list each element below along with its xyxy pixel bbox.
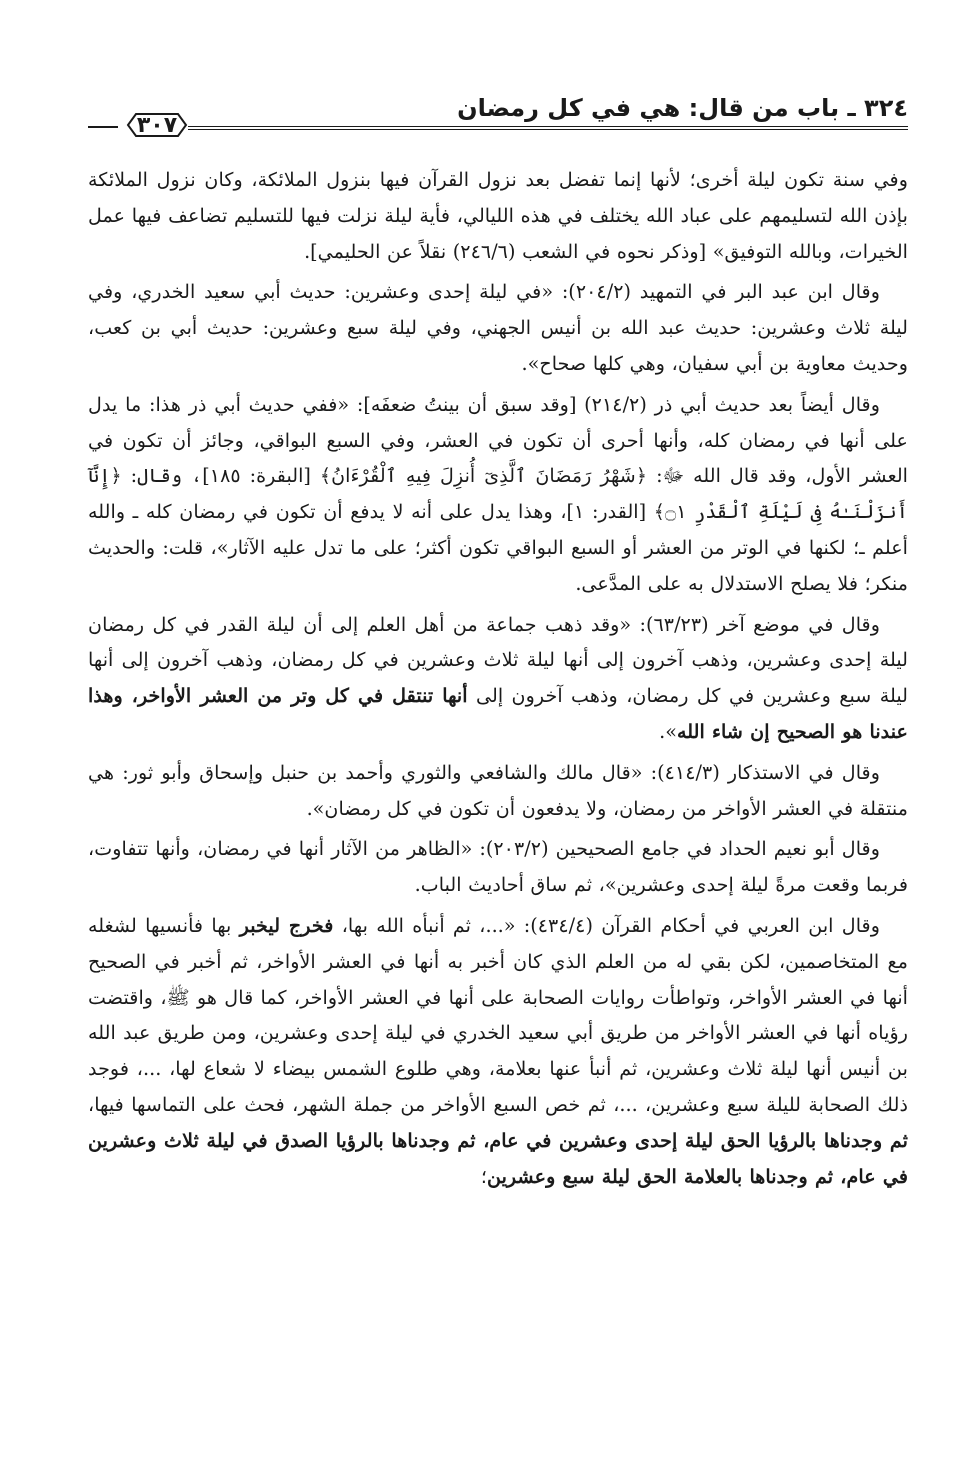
header-rule [188,126,908,130]
paragraph-bold-text: ثم وجدناها بالرؤيا الحق ليلة إحدى وعشرين في عام، ثم وجدناها بالرؤيا الصدق في ليلة ثلاث وعشرين في عام، ثم وجدناها بالعلامة الحق ليلة سبع وعشرين [88,1128,908,1188]
paragraph-bold-text: فخرج ليخبر [239,913,334,937]
paragraph-text: وقال في الاستذكار (٤١٤/٣): «قال مالك والشافعي والثوري وأحمد بن حنبل وإسحاق وأبو ثور: هي منتقلة في العشر الأواخر من رمضان، ولا يدفعون أن تكون في كل رمضان». [88,760,908,820]
page-header [88,88,908,138]
paragraph [88,755,908,827]
paragraph [88,908,908,1194]
paragraph-text: وقال أيضاً بعد حديث أبي ذر (٢١٤/٢) [وقد سبق أن بينتُ ضعفَه]: «ففي حديث أبي ذر هذا: ما يدل على أنها في رمضان كله، وأنها أحرى أن تكون في العشر، وفي السبع البواقي، وجائز أن تكون في العشر الأول، وقد قال الله ﷻ: ﴿شَهْرُ رَمَضَانَ ٱلَّذِىٓ أُنزِلَ فِيهِ ٱلْقُرْءَانُ﴾ [البقرة: ١٨٥]، وقال: ﴿إِنَّآ أَنزَلْنَـٰهُ فِى لَيْلَةِ ٱلْقَدْرِ ۝١﴾ [القدر: ١]، وهذا يدل على أنه لا يدفع أن تكون في رمضان كله ـ والله أعلم ـ؛ لكنها في الوتر من العشر أو السبع البواقي تكون أكثر؛ على ما تدل عليه الآثار»، قلت: والحديث منكر؛ فلا يصلح الاستدلال به على المدَّعى. [88,392,908,595]
paragraph-bold-text: أنها تنتقل في كل وتر من العشر الأواخر، وهذا عندنا هو الصحيح إن شاء الله [88,684,908,743]
paragraph [88,162,908,269]
paragraph-text: وقال ابن العربي في أحكام القرآن (٤٣٤/٤): «...، ثم أنبأه الله بها، [333,913,880,937]
page-body [88,162,908,1199]
paragraph [88,387,908,602]
chapter-title: ٣٢٤ ـ باب من قال: هي في كل رمضان [457,94,908,122]
paragraph-text: بها فأنسيها لشغله مع المتخاصمين، لكن بقي له من العلم الذي كان أخبر به أنها في العشر الأواخر، ثم أخبر في الصحيح أنها في العشر الأواخر، وتواطأت روايات الصحابة على أنها في العشر الأواخر، كما قال هو ﷺ، واقتضت رؤياه أنها في العشر الأواخر من طريق أبي سعيد الخدري في ليلة إحدى وعشرين، ومن طريق عبد الله بن أنيس أنها ليلة ثلاث وعشرين، ثم أنبأ عنها بعلامة، وهي طلوع الشمس بيضاء لا شعاع لها، ...، فوجد ذلك الصحابة لليلة سبع وعشرين، ...، ثم خص السبع الأواخر من جملة الشهر، فحث على التماسها فيها، [88,913,908,1116]
paragraph [88,274,908,381]
paragraph-text: وقال في موضع آخر (٦٣/٢٣): «وقد ذهب جماعة من أهل العلم إلى أن ليلة القدر في كل رمضان ليلة إحدى وعشرين، وذهب آخرون إلى أنها ليلة ثلاث وعشرين في كل رمضان، وذهب آخرون إلى أنها ليلة سبع وعشرين في كل رمضان، وذهب آخرون إلى [88,612,908,708]
paragraph-text: وقال أبو نعيم الحداد في جامع الصحيحين (٢٠٣/٢): «الظاهر من الآثار أنها في رمضان، وأنها تتفاوت، فربما وقعت مرةً ليلة إحدى وعشرين»، ثم ساق أحاديث الباب. [88,837,908,897]
paragraph-text: ». [659,719,677,743]
paragraph [88,831,908,903]
paragraph-text: ؛ [480,1164,487,1188]
paragraph-text: وفي سنة تكون ليلة أخرى؛ لأنها إنما تفضل بعد نزول القرآن فيها بنزول الملائكة، وكان نزول الملائكة بإذن الله لتسليمهم على عباد الله يختلف في هذه الليالي، فأية ليلة نزلت فيها للتسليم تضاعف فيها عمل الخيرات، وبالله التوفيق» [وذكر نحوه في الشعب (٢٤٦/٦) نقلاً عن الحليمي]. [88,168,908,263]
paragraph-text: وقال ابن عبد البر في التمهيد (٢٠٤/٢): «في ليلة إحدى وعشرين: حديث أبي سعيد الخدري، وفي ليلة ثلاث وعشرين: حديث عبد الله بن أنيس الجهني، وفي ليلة سبع وعشرين: حديث أبي بن كعب، وحديث معاوية بن أبي سفيان، وهي كلها صحاح». [88,280,908,375]
page-number-badge [122,110,192,140]
paragraph [88,607,908,750]
header-rule-left [88,126,118,128]
page-number: ٣٠٧ [136,112,178,138]
